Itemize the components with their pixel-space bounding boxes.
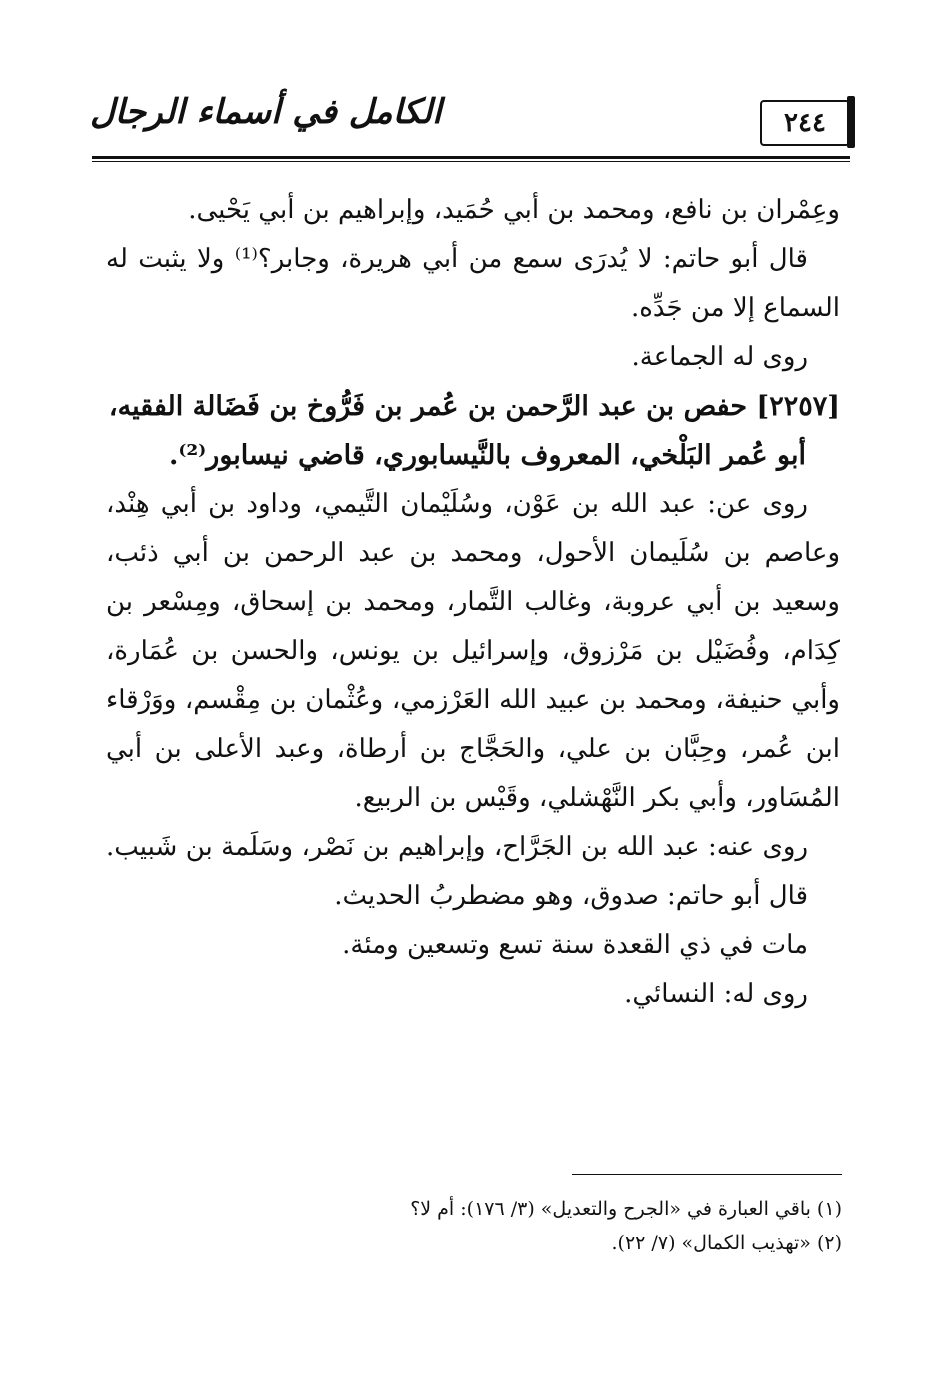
narrators-from-line: وعاصم بن سُلَيمان الأحول، ومحمد بن عبد الرحمن بن أبي ذئب،	[106, 538, 840, 568]
footnote-rule	[572, 1174, 842, 1175]
text-line: روى له الجماعة.	[631, 342, 808, 372]
narrators-from-line: المُسَاور، وأبي بكر النَّهْشلي، وقَيْس بن الربيع.	[354, 783, 840, 813]
entry-heading: [٢٢٥٧] حفص بن عبد الرَّحمن بن عُمر بن فَرُّوخ بن فَضَالة الفقيه،	[108, 391, 840, 422]
entry-heading-continued: أبو عُمر البَلْخي، المعروف بالنَّيسابوري، قاضي نيسابور⁽²⁾.	[168, 440, 806, 471]
footnotes	[112, 1192, 842, 1260]
main-text	[106, 186, 840, 1019]
narrators-from-line: وسعيد بن أبي عروبة، وغالب التَّمار، ومحمد بن إسحاق، ومِسْعر بن	[106, 587, 840, 617]
narrators-to-line: روى عنه: عبد الله بن الجَرَّاح، وإبراهيم بن نَصْر، وسَلَمة بن شَبيب.	[106, 832, 808, 862]
narrated-by-line: روى له: النسائي.	[624, 979, 808, 1009]
narrators-from-line: كِدَام، وفُضَيْل بن مَرْزوق، وإسرائيل بن يونس، والحسن بن عُمَارة،	[106, 636, 840, 666]
narrators-from-line: ابن عُمر، وحِبَّان بن علي، والحَجَّاج بن أرطاة، وعبد الأعلى بن أبي	[106, 734, 840, 764]
narrators-from-line: روى عن: عبد الله بن عَوْن، وسُلَيْمان التَّيمي، وداود بن أبي هِنْد،	[106, 489, 808, 519]
text-line: قال أبو حاتم: لا يُدرَى سمع من أبي هريرة، وجابر؟⁽¹⁾ ولا يثبت له	[106, 244, 808, 274]
text-line: السماع إلا من جَدِّه.	[631, 293, 840, 323]
abu-hatim-line: قال أبو حاتم: صدوق، وهو مضطربُ الحديث.	[334, 881, 808, 911]
text-line: وعِمْران بن نافع، ومحمد بن أبي حُمَيد، وإبراهيم بن أبي يَحْيى.	[188, 195, 840, 225]
header-rule-thin	[92, 161, 850, 162]
page-number: ٢٤٤	[760, 100, 850, 146]
footnote: (٢) «تهذيب الكمال» (٧/ ٢٢).	[611, 1232, 842, 1254]
footnote: (١) باقي العبارة في «الجرح والتعديل» (٣/ ١٧٦): أم لا؟	[410, 1198, 842, 1220]
narrators-from-line: وأبي حنيفة، ومحمد بن عبيد الله العَرْزمي، وعُثْمان بن مِقْسم، ووَرْقاء	[106, 685, 840, 715]
header-rule	[92, 156, 850, 159]
death-line: مات في ذي القعدة سنة تسع وتسعين ومئة.	[342, 930, 808, 960]
running-title: الكامل في أسماء الرجال	[90, 92, 442, 132]
page-header	[90, 92, 850, 152]
